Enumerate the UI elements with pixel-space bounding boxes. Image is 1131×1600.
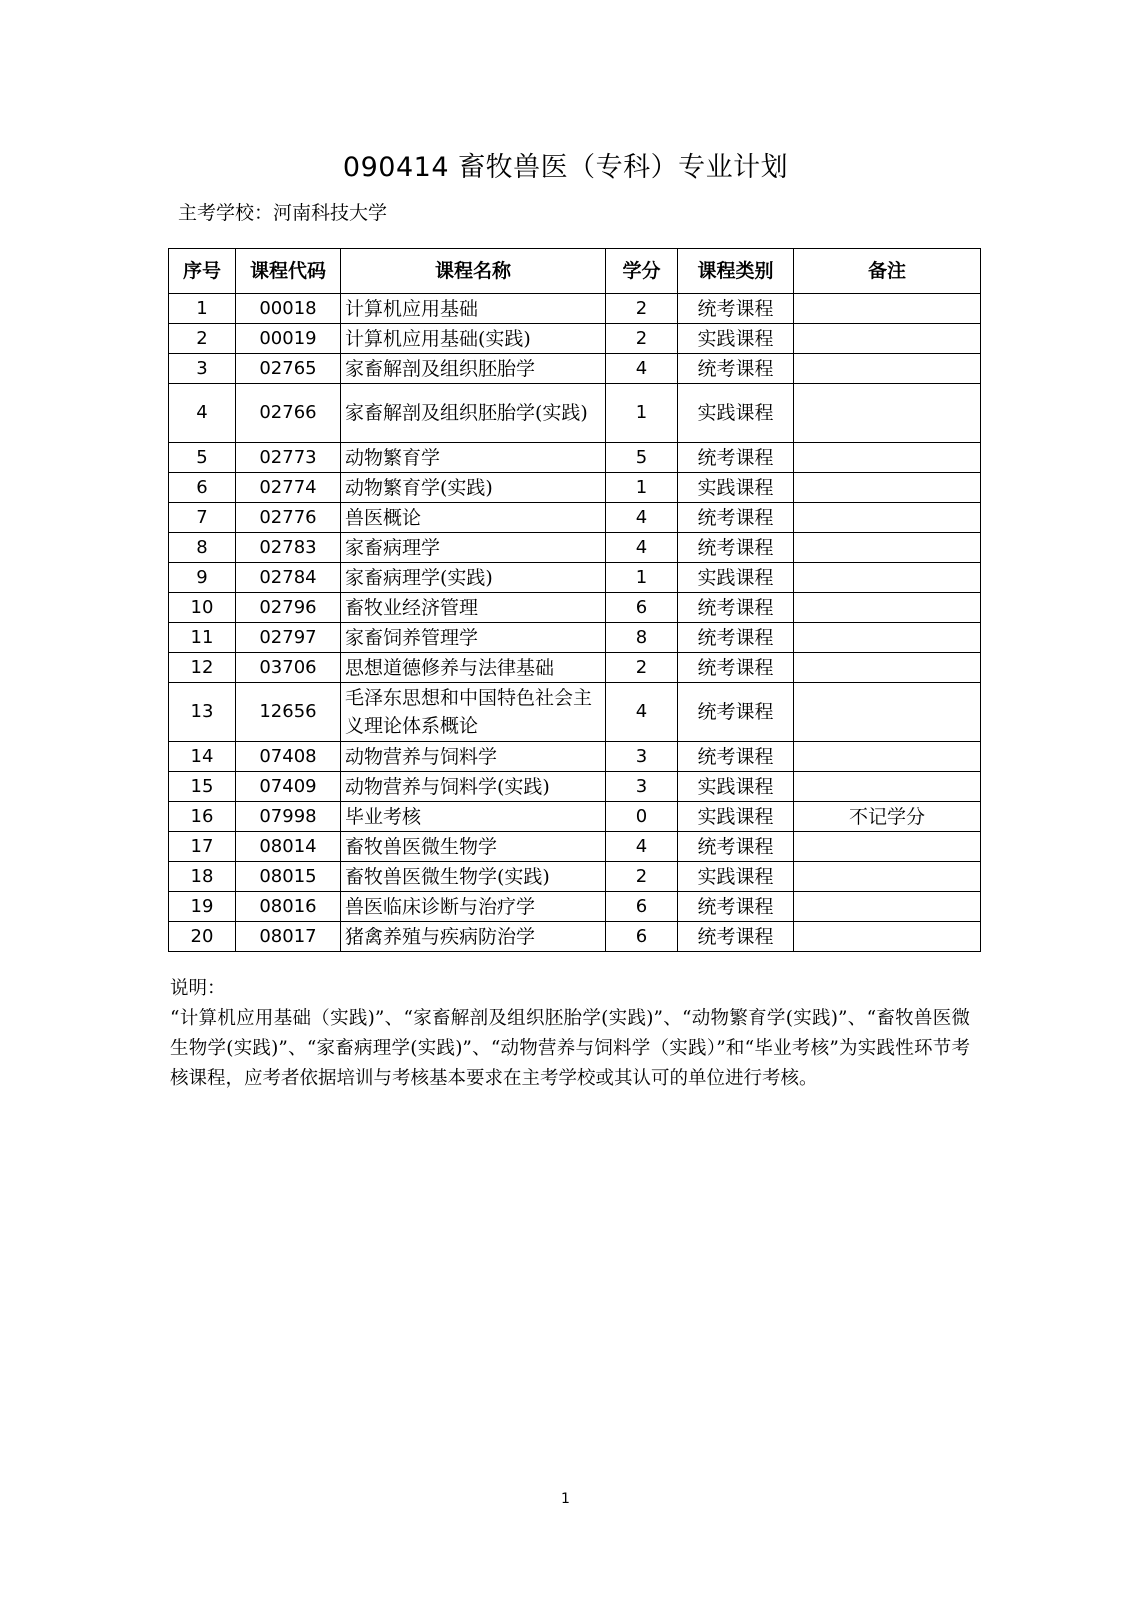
row-no: 3 <box>169 354 236 384</box>
row-credit: 4 <box>606 533 678 563</box>
row-type: 实践课程 <box>678 324 794 354</box>
header-code: 课程代码 <box>236 249 341 294</box>
row-note <box>794 354 981 384</box>
row-code: 07408 <box>236 742 341 772</box>
row-type: 统考课程 <box>678 294 794 324</box>
table-row <box>169 742 981 772</box>
row-credit: 0 <box>606 802 678 832</box>
row-course-name: 畜牧兽医微生物学 <box>341 832 606 862</box>
row-no: 4 <box>169 384 236 443</box>
table-row <box>169 503 981 533</box>
table-row <box>169 384 981 443</box>
table-row <box>169 294 981 324</box>
row-note <box>794 503 981 533</box>
row-type: 统考课程 <box>678 892 794 922</box>
header-credit: 学分 <box>606 249 678 294</box>
row-course-name: 家畜饲养管理学 <box>341 623 606 653</box>
row-type: 统考课程 <box>678 832 794 862</box>
row-note <box>794 443 981 473</box>
row-note <box>794 683 981 742</box>
table-row <box>169 892 981 922</box>
row-course-name: 动物营养与饲料学 <box>341 742 606 772</box>
row-no: 18 <box>169 862 236 892</box>
row-code: 02783 <box>236 533 341 563</box>
header-type: 课程类别 <box>678 249 794 294</box>
row-code: 02776 <box>236 503 341 533</box>
row-course-name: 畜牧业经济管理 <box>341 593 606 623</box>
row-type: 实践课程 <box>678 862 794 892</box>
row-credit: 4 <box>606 503 678 533</box>
row-course-name: 家畜解剖及组织胚胎学(实践) <box>341 384 606 443</box>
row-code: 07409 <box>236 772 341 802</box>
row-note <box>794 384 981 443</box>
row-credit: 6 <box>606 593 678 623</box>
row-no: 10 <box>169 593 236 623</box>
table-row <box>169 862 981 892</box>
table-row <box>169 653 981 683</box>
row-credit: 2 <box>606 294 678 324</box>
header-no: 序号 <box>169 249 236 294</box>
row-course-name: 兽医临床诊断与治疗学 <box>341 892 606 922</box>
row-no: 17 <box>169 832 236 862</box>
row-note <box>794 653 981 683</box>
row-code: 02765 <box>236 354 341 384</box>
row-note <box>794 922 981 952</box>
header-name: 课程名称 <box>341 249 606 294</box>
row-credit: 2 <box>606 324 678 354</box>
row-type: 实践课程 <box>678 473 794 503</box>
table-row <box>169 473 981 503</box>
row-type: 统考课程 <box>678 653 794 683</box>
table-row <box>169 443 981 473</box>
table-row <box>169 683 981 742</box>
notes-section <box>170 974 970 1094</box>
row-credit: 1 <box>606 473 678 503</box>
row-type: 统考课程 <box>678 443 794 473</box>
row-course-name: 家畜解剖及组织胚胎学 <box>341 354 606 384</box>
row-code: 02784 <box>236 563 341 593</box>
row-no: 8 <box>169 533 236 563</box>
row-no: 6 <box>169 473 236 503</box>
row-note <box>794 832 981 862</box>
row-course-name: 家畜病理学(实践) <box>341 563 606 593</box>
notes-heading: 说明： <box>170 978 226 999</box>
row-credit: 8 <box>606 623 678 653</box>
row-note <box>794 324 981 354</box>
row-note <box>794 862 981 892</box>
row-no: 9 <box>169 563 236 593</box>
row-type: 统考课程 <box>678 503 794 533</box>
table-row <box>169 772 981 802</box>
row-code: 12656 <box>236 683 341 742</box>
page-title: 090414 畜牧兽医（专科）专业计划 <box>342 152 789 183</box>
table-row <box>169 533 981 563</box>
row-note <box>794 742 981 772</box>
row-credit: 4 <box>606 832 678 862</box>
row-no: 16 <box>169 802 236 832</box>
row-note <box>794 623 981 653</box>
row-no: 2 <box>169 324 236 354</box>
row-code: 08015 <box>236 862 341 892</box>
row-note <box>794 892 981 922</box>
row-code: 07998 <box>236 802 341 832</box>
row-no: 1 <box>169 294 236 324</box>
row-credit: 3 <box>606 742 678 772</box>
row-credit: 5 <box>606 443 678 473</box>
row-course-name: 猪禽养殖与疾病防治学 <box>341 922 606 952</box>
row-credit: 2 <box>606 653 678 683</box>
row-no: 14 <box>169 742 236 772</box>
row-type: 实践课程 <box>678 772 794 802</box>
table-row <box>169 563 981 593</box>
table-row <box>169 324 981 354</box>
row-note <box>794 533 981 563</box>
row-credit: 4 <box>606 354 678 384</box>
row-type: 实践课程 <box>678 563 794 593</box>
row-code: 08016 <box>236 892 341 922</box>
row-course-name: 思想道德修养与法律基础 <box>341 653 606 683</box>
row-course-name: 动物繁育学(实践) <box>341 473 606 503</box>
header-note: 备注 <box>794 249 981 294</box>
row-course-name: 家畜病理学 <box>341 533 606 563</box>
row-credit: 3 <box>606 772 678 802</box>
row-course-name: 计算机应用基础 <box>341 294 606 324</box>
table-row <box>169 354 981 384</box>
row-note <box>794 772 981 802</box>
row-code: 00018 <box>236 294 341 324</box>
row-course-name: 毕业考核 <box>341 802 606 832</box>
row-credit: 1 <box>606 563 678 593</box>
row-course-name: 动物营养与饲料学(实践) <box>341 772 606 802</box>
table-row <box>169 593 981 623</box>
row-type: 统考课程 <box>678 922 794 952</box>
row-type: 统考课程 <box>678 354 794 384</box>
row-no: 11 <box>169 623 236 653</box>
row-course-name: 计算机应用基础(实践) <box>341 324 606 354</box>
row-code: 08017 <box>236 922 341 952</box>
row-credit: 4 <box>606 683 678 742</box>
row-course-name: 兽医概论 <box>341 503 606 533</box>
row-note <box>794 473 981 503</box>
row-note <box>794 593 981 623</box>
row-credit: 6 <box>606 922 678 952</box>
row-code: 03706 <box>236 653 341 683</box>
course-plan-table <box>168 248 981 952</box>
row-no: 15 <box>169 772 236 802</box>
row-note: 不记学分 <box>794 802 981 832</box>
row-credit: 6 <box>606 892 678 922</box>
row-type: 统考课程 <box>678 533 794 563</box>
row-no: 12 <box>169 653 236 683</box>
row-code: 02774 <box>236 473 341 503</box>
row-note <box>794 294 981 324</box>
row-type: 统考课程 <box>678 683 794 742</box>
row-credit: 2 <box>606 862 678 892</box>
row-code: 02773 <box>236 443 341 473</box>
row-no: 19 <box>169 892 236 922</box>
row-type: 实践课程 <box>678 802 794 832</box>
row-no: 13 <box>169 683 236 742</box>
row-type: 统考课程 <box>678 742 794 772</box>
row-type: 统考课程 <box>678 623 794 653</box>
row-credit: 1 <box>606 384 678 443</box>
table-row <box>169 623 981 653</box>
row-code: 02796 <box>236 593 341 623</box>
row-type: 实践课程 <box>678 384 794 443</box>
row-course-name: 畜牧兽医微生物学(实践) <box>341 862 606 892</box>
row-no: 7 <box>169 503 236 533</box>
table-header-row <box>169 249 981 294</box>
row-code: 08014 <box>236 832 341 862</box>
row-course-name: 动物繁育学 <box>341 443 606 473</box>
row-course-name: 毛泽东思想和中国特色社会主义理论体系概论 <box>341 683 606 742</box>
examining-school: 主考学校：河南科技大学 <box>178 202 388 224</box>
row-code: 02766 <box>236 384 341 443</box>
row-no: 20 <box>169 922 236 952</box>
row-code: 00019 <box>236 324 341 354</box>
row-code: 02797 <box>236 623 341 653</box>
page-number: 1 <box>561 1491 570 1507</box>
row-note <box>794 563 981 593</box>
row-type: 统考课程 <box>678 593 794 623</box>
row-no: 5 <box>169 443 236 473</box>
table-row <box>169 922 981 952</box>
table-row <box>169 802 981 832</box>
notes-body: “计算机应用基础（实践)”、“家畜解剖及组织胚胎学(实践)”、“动物繁育学(实践)”、“畜牧兽医微生物学(实践)”、“家畜病理学(实践)”、“动物营养与饲料学（实践）”和“毕业考核”为实践性环节考核课程，应考者依据培训与考核基本要求在主考学校或其认可的单位进行考核。 <box>170 1008 970 1089</box>
table-row <box>169 832 981 862</box>
